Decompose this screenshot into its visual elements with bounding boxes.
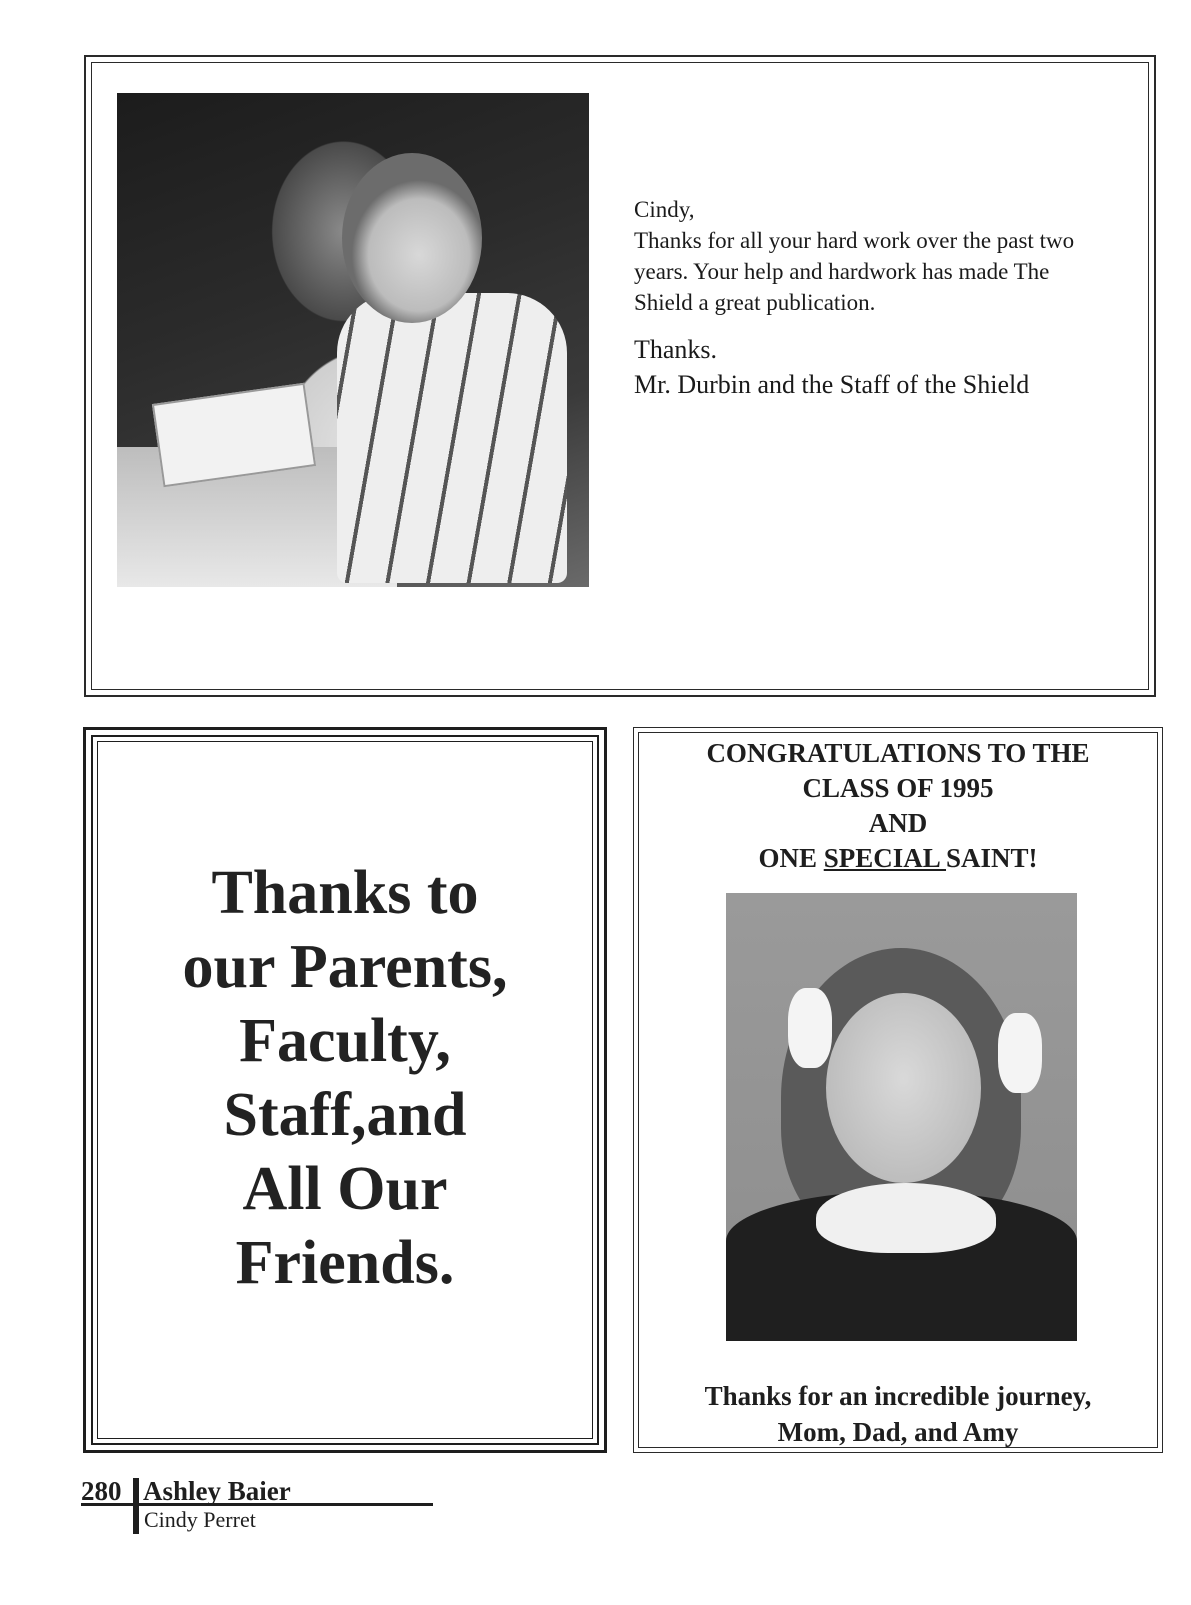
headline-suffix: SAINT! xyxy=(946,843,1038,873)
signature: Mr. Durbin and the Staff of the Shield xyxy=(634,370,1030,399)
headline-line: AND xyxy=(868,808,928,838)
headline-special: SPECIAL xyxy=(823,843,947,873)
headline-line xyxy=(633,841,1163,876)
thanks-line: Friends. xyxy=(235,1229,455,1297)
page-footer xyxy=(81,1478,441,1538)
greeting: Cindy, xyxy=(634,197,695,222)
headline-line: CLASS OF 1995 xyxy=(802,773,994,803)
message-line: years. Your help and hardwork has made The xyxy=(634,259,1050,284)
right-bow xyxy=(998,1013,1042,1093)
girl-portrait xyxy=(726,893,1077,1341)
page-number: 280 xyxy=(81,1476,122,1506)
thanks-line: Staff,and xyxy=(223,1081,467,1149)
secondary-name: Cindy Perret xyxy=(144,1507,256,1532)
collar xyxy=(816,1183,996,1253)
cindy-photo xyxy=(117,93,589,587)
thanks-line: Faculty, xyxy=(239,1007,451,1075)
message-line: Shield a great publication. xyxy=(634,290,876,315)
footer-divider xyxy=(133,1478,139,1534)
primary-name: Ashley Baier xyxy=(143,1476,291,1506)
closing: Thanks. xyxy=(634,335,718,364)
head xyxy=(342,153,482,323)
sweater xyxy=(337,293,567,583)
thanks-line: All Our xyxy=(242,1155,448,1223)
headline-prefix: ONE xyxy=(758,843,824,873)
headline-line: CONGRATULATIONS TO THE xyxy=(706,738,1090,768)
thanks-message xyxy=(85,856,605,1300)
family-thanks-line: Mom, Dad, and Amy xyxy=(777,1417,1019,1447)
family-thanks xyxy=(633,1378,1163,1450)
congratulations-headline xyxy=(633,736,1163,876)
family-thanks-line: Thanks for an incredible journey, xyxy=(704,1381,1092,1411)
thanks-line: Thanks to xyxy=(211,859,479,927)
face xyxy=(826,993,981,1183)
thanks-line: our Parents, xyxy=(182,933,508,1001)
message-line: Thanks for all your hard work over the past two xyxy=(634,228,1075,253)
thank-you-message xyxy=(634,194,1134,402)
left-bow xyxy=(788,988,832,1068)
